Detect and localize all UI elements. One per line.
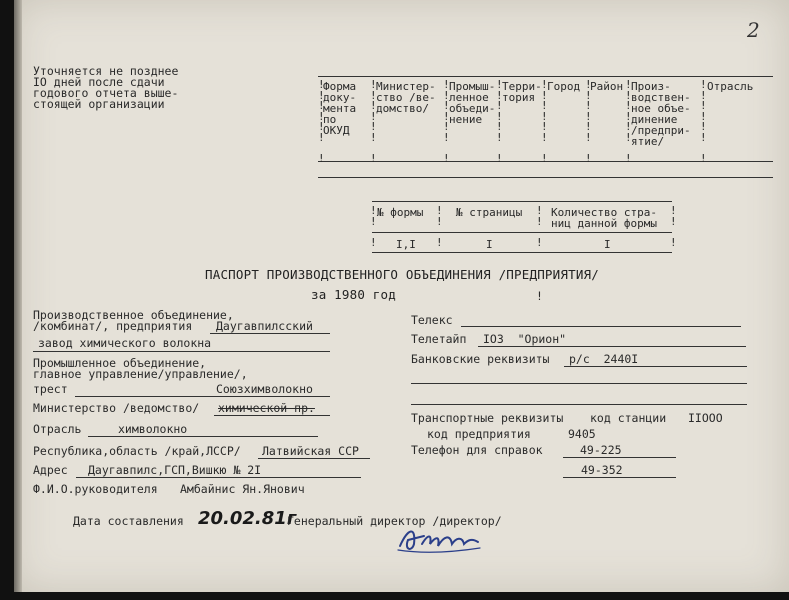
- codes-col-enterprise-6: ятие/: [631, 135, 665, 148]
- codes-bang-col5: ! ! ! ! ! ! !: [585, 78, 592, 165]
- deadline-note-line2: IO дней после сдачи: [33, 75, 165, 89]
- codes-col-branch: Отрасль: [707, 80, 754, 93]
- form-header-pages-count-1: Количество стра-: [551, 206, 657, 219]
- form-header-page-no: № страницы: [456, 206, 523, 219]
- codes-col-ministry-2: ство /ве-: [376, 91, 436, 104]
- director-signature: [394, 522, 484, 556]
- republic-label: Республика,область /край,ЛССР/: [33, 444, 241, 458]
- codes-bang-col2: ! ! ! ! ! ! !: [443, 78, 450, 165]
- codes-col-enterprise-4: динение: [631, 113, 678, 126]
- phone-value-2: 49-352: [581, 463, 623, 477]
- codes-col-forma-2: доку-: [323, 91, 357, 104]
- enterprise-label-2: /комбинат/, предприятия: [33, 319, 193, 333]
- station-label: код станции: [590, 411, 667, 425]
- page-number: 2: [747, 18, 760, 42]
- form-header-form-no: № формы: [377, 206, 424, 219]
- codes-bang-col6: ! ! ! ! ! ! !: [625, 78, 632, 165]
- document-year: за 1980 год: [311, 287, 396, 302]
- date-label: Дата составления: [73, 514, 184, 528]
- codes-col-industrial-4: нение: [449, 113, 483, 126]
- form-bang-col0: ! ! !: [370, 204, 377, 249]
- director-label: Генеральный директор /директор/: [287, 514, 502, 528]
- phone-label: Телефон для справок: [411, 443, 543, 457]
- codes-bang-col1: ! ! ! ! ! ! !: [370, 78, 377, 165]
- address-label: Адрес: [33, 463, 68, 477]
- enterprise-value-2: завод химического волокна: [38, 336, 212, 350]
- enterprise-code-value: 9405: [568, 427, 596, 441]
- stray-mark: !: [536, 289, 543, 303]
- form-bang-col2: ! ! !: [536, 204, 543, 249]
- station-value: IIOOO: [688, 411, 723, 425]
- enterprise-code-label: код предприятия: [427, 427, 531, 441]
- form-value-form-no: I,I: [396, 238, 416, 251]
- teletype-label: Телетайп: [411, 332, 467, 346]
- branch-value: химволокно: [118, 422, 188, 436]
- phone-value-1: 49-225: [580, 443, 622, 457]
- codes-col-ministry-3: домство/: [376, 102, 429, 115]
- bank-label: Банковские реквизиты: [411, 352, 550, 366]
- codes-col-forma-4: по: [323, 113, 337, 126]
- form-bang-col1: ! ! !: [436, 204, 443, 249]
- codes-col-forma-5: ОКУД: [323, 124, 350, 137]
- codes-col-territory-1: Терри-: [502, 80, 542, 93]
- deadline-note-line4: стоящей организации: [33, 97, 165, 111]
- form-value-pages-count: I: [604, 238, 611, 251]
- form-header-pages-count-2: ниц данной формы: [551, 217, 657, 230]
- deadline-note-line1: Уточняется не позднее: [33, 64, 179, 78]
- ministry-label: Министерство /ведомство/: [33, 401, 200, 415]
- teletype-value: IO3 "Орион": [483, 332, 567, 346]
- deadline-note-line3: годового отчета выше-: [33, 86, 179, 100]
- codes-col-industrial-3: объеди-: [449, 102, 496, 115]
- branch-label: Отрасль: [33, 422, 82, 436]
- enterprise-label-1: Производственное объединение,: [33, 308, 234, 322]
- head-value: Амбайнис Ян.Янович: [180, 482, 305, 496]
- industrial-label-1: Промышленное объединение,: [33, 356, 207, 370]
- republic-value: Латвийская ССР: [262, 444, 359, 458]
- codes-col-industrial-1: Промыш-: [449, 80, 496, 93]
- codes-col-enterprise-1: Произ-: [631, 80, 671, 93]
- industrial-value: Союзхимволокно: [216, 382, 313, 396]
- codes-col-enterprise-3: ное объе-: [631, 102, 691, 115]
- bank-value: р/с 2440I: [569, 352, 639, 366]
- ministry-value: химической пр.: [218, 401, 315, 415]
- codes-col-enterprise-2: водствен-: [631, 91, 691, 104]
- industrial-label-3: трест: [33, 382, 68, 396]
- address-value: Даугавпилс,ГСП,Вишкю № 2I: [88, 463, 262, 477]
- form-bang-col3: ! ! !: [670, 204, 677, 249]
- codes-col-territory-2: тория: [502, 91, 536, 104]
- codes-bang-col3: ! ! ! ! ! ! !: [496, 78, 503, 165]
- codes-col-enterprise-5: /предпри-: [631, 124, 691, 137]
- codes-col-forma-3: мента: [323, 102, 357, 115]
- codes-bang-col7: ! ! ! ! ! ! !: [700, 78, 707, 165]
- head-label: Ф.И.О.руководителя: [33, 482, 158, 496]
- codes-col-district: Район: [590, 80, 624, 93]
- industrial-label-2: главное управление/управление/,: [33, 367, 248, 381]
- codes-bang-col4: ! ! ! ! ! ! !: [541, 78, 548, 165]
- telex-label: Телекс: [411, 313, 453, 327]
- document-title: ПАСПОРТ ПРОИЗВОДСТВЕННОГО ОБЪЕДИНЕНИЯ /ПРЕДПРИЯТИЯ/: [205, 267, 600, 282]
- date-value: 20.02.81г: [198, 508, 297, 529]
- codes-col-forma-1: Форма: [323, 80, 357, 93]
- form-value-page-no: I: [486, 238, 493, 251]
- codes-col-ministry-1: Министер-: [376, 80, 436, 93]
- codes-bang-col0: ! ! ! ! ! ! !: [318, 78, 325, 165]
- codes-col-industrial-2: ленное: [449, 91, 489, 104]
- codes-col-city: Город: [547, 80, 581, 93]
- binding-edge: [14, 0, 22, 592]
- enterprise-value-1: Даугавпилсский: [216, 319, 313, 333]
- transport-label: Транспортные реквизиты: [411, 411, 564, 425]
